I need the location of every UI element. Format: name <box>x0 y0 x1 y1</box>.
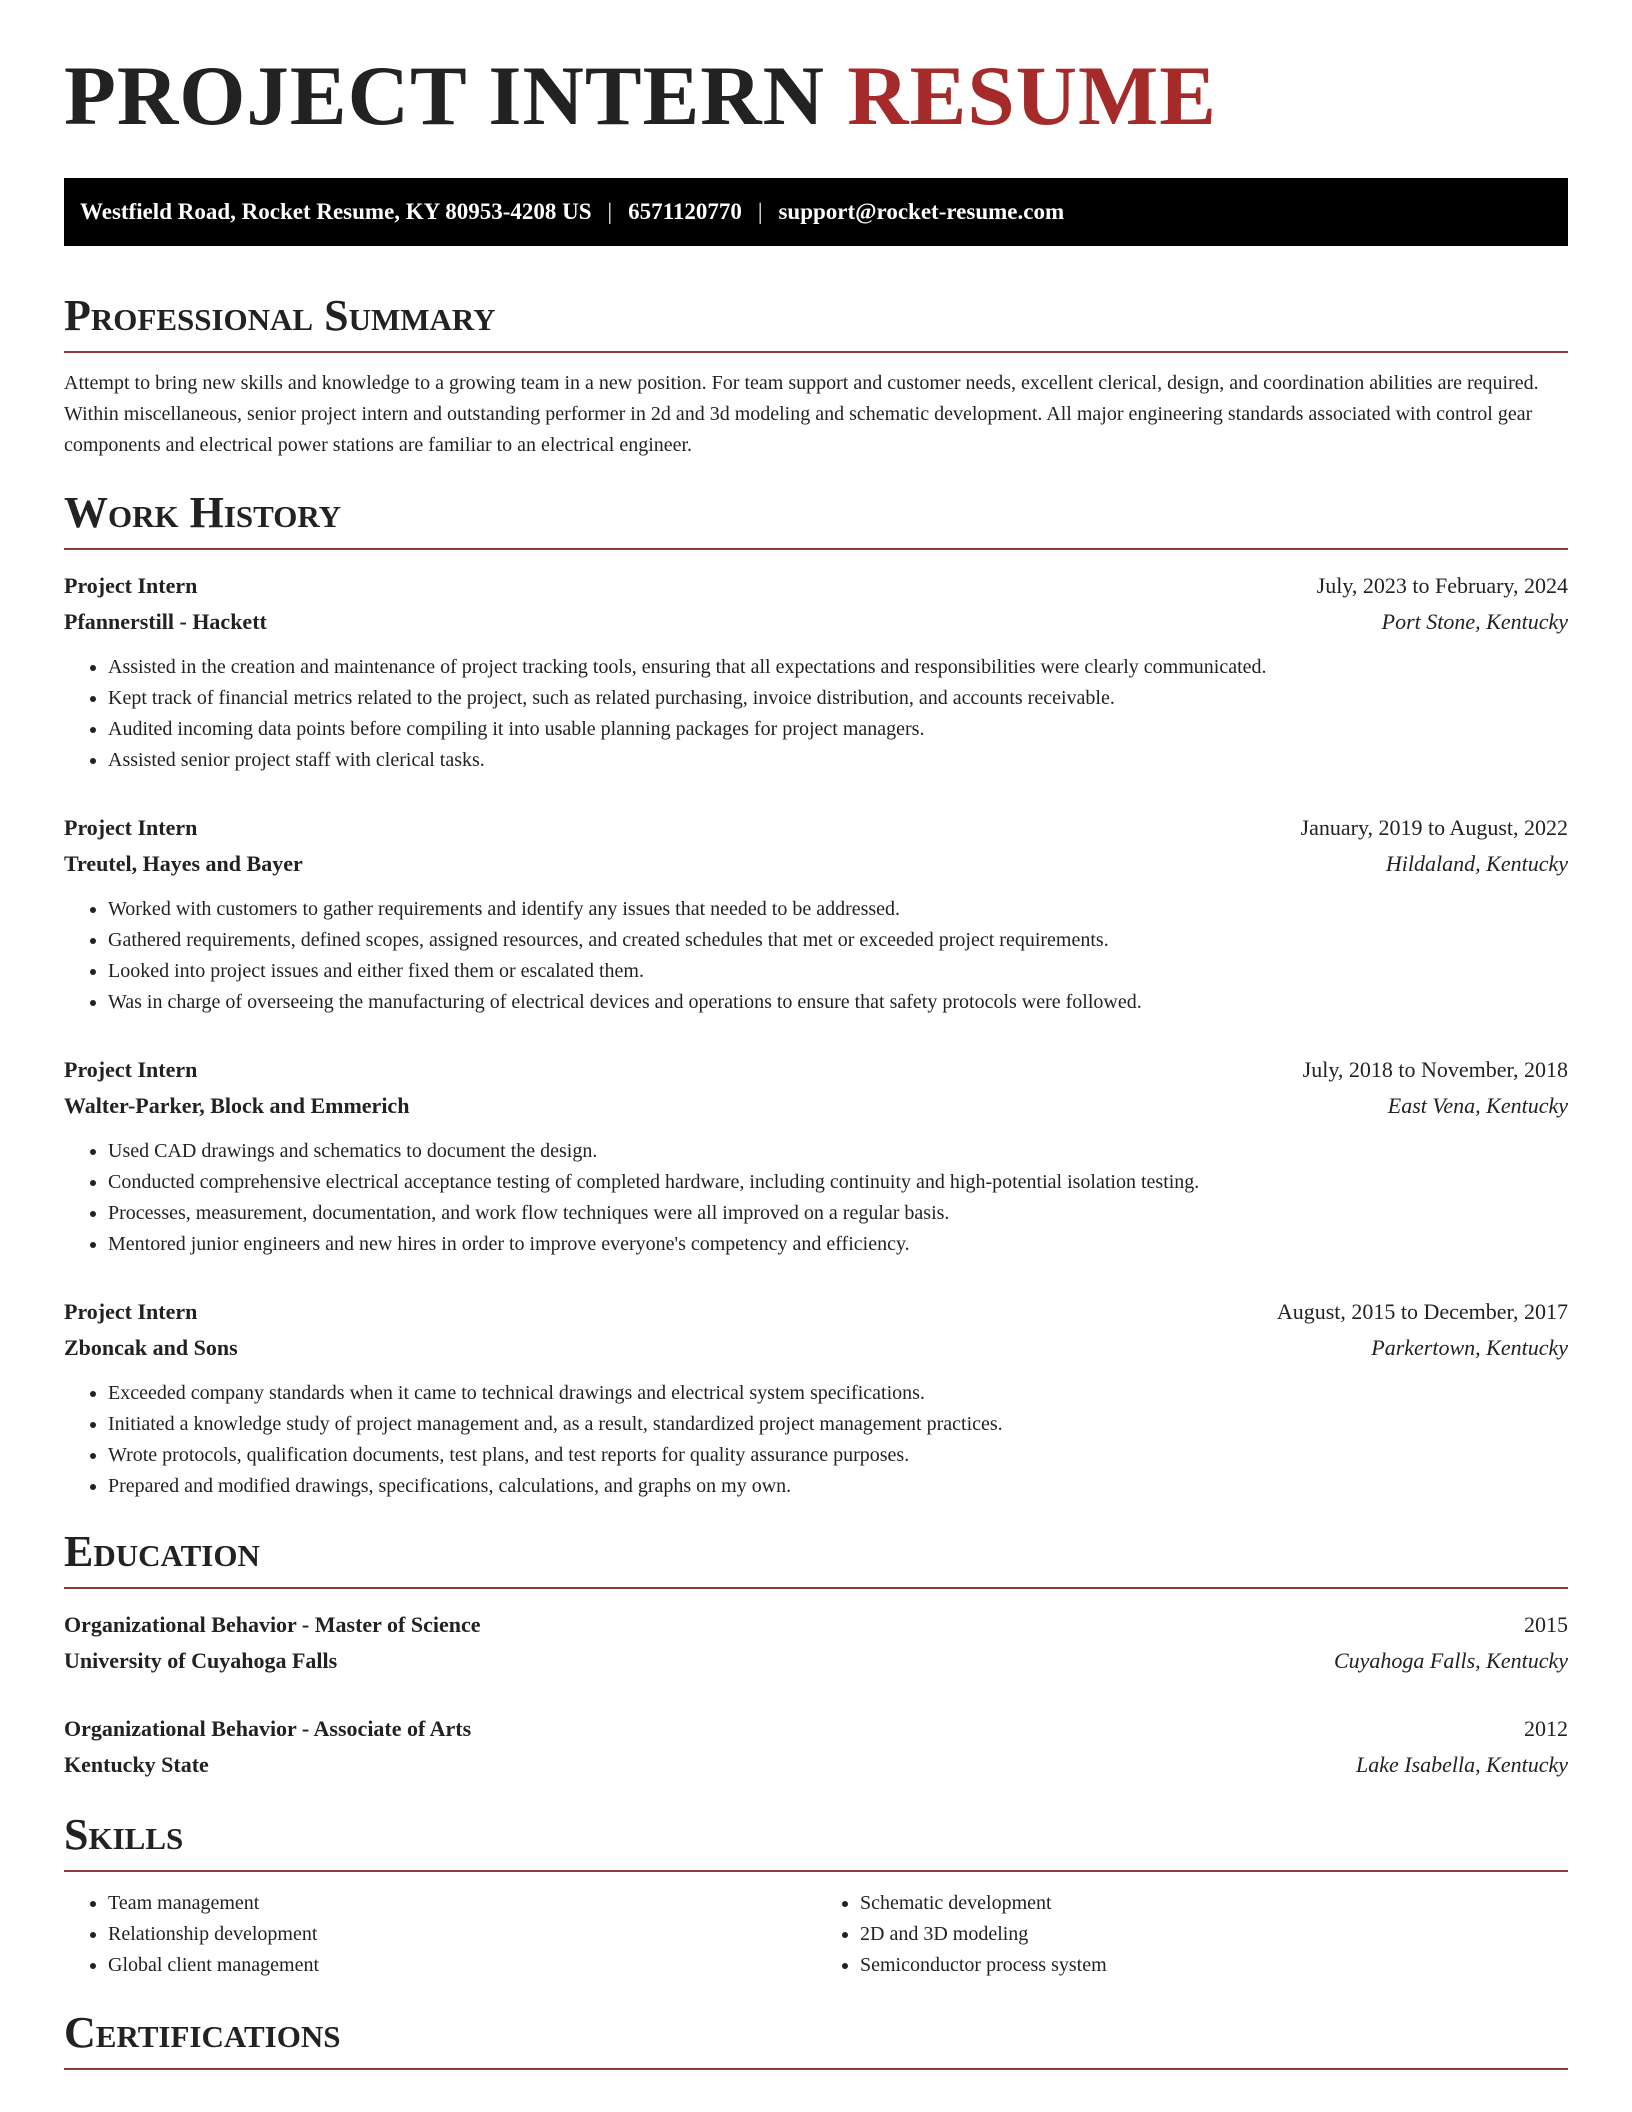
skill-item: • Schematic development <box>860 1888 1568 1919</box>
list-item: • Assisted in the creation and maintenance of project tracking tools, ensuring that all expectations and responsibilities were clearly communicated. <box>108 652 1568 683</box>
job-entry <box>64 568 1568 776</box>
section-heading: Work History <box>64 488 342 537</box>
job-location: Port Stone, Kentucky <box>1381 609 1568 634</box>
education-degree: Organizational Behavior - Associate of Arts <box>64 1716 472 1741</box>
title-accent: RESUME <box>847 49 1217 143</box>
education-row <box>64 1747 1568 1783</box>
education-year: 2015 <box>1524 1612 1568 1637</box>
job-entry <box>64 810 1568 1018</box>
skill-item: • Semiconductor process system <box>860 1950 1568 1981</box>
skills-section <box>64 1810 1568 1981</box>
job-bullets <box>64 1136 1568 1260</box>
section-heading: Skills <box>64 1810 184 1859</box>
list-item: • Wrote protocols, qualification documents, test plans, and test reports for quality assurance purposes. <box>108 1440 1568 1471</box>
certifications-section <box>64 2008 1568 2070</box>
job-row <box>64 810 1568 846</box>
contact-bar <box>64 178 1568 246</box>
job-entry <box>64 1052 1568 1260</box>
education-location: Cuyahoga Falls, Kentucky <box>1333 1648 1568 1673</box>
job-row <box>64 568 1568 604</box>
list-item: • Mentored junior engineers and new hires in order to improve everyone's competency and efficiency. <box>108 1229 1568 1260</box>
education-degree: Organizational Behavior - Master of Science <box>64 1612 481 1637</box>
section-divider <box>64 351 1568 353</box>
job-row <box>64 1052 1568 1088</box>
contact-email: support@rocket-resume.com <box>778 199 1065 224</box>
section-divider <box>64 1587 1568 1589</box>
education-entry <box>64 1607 1568 1679</box>
list-item: • Was in charge of overseeing the manufacturing of electrical devices and operations to ensure that safety protocols were followed. <box>108 987 1568 1018</box>
education-section <box>64 1527 1568 1783</box>
education-school: University of Cuyahoga Falls <box>64 1648 338 1673</box>
job-bullets <box>64 894 1568 1018</box>
job-entry <box>64 1294 1568 1502</box>
section-divider <box>64 548 1568 550</box>
list-item: • Kept track of financial metrics related to the project, such as related purchasing, invoice distribution, and accounts receivable. <box>108 683 1568 714</box>
job-location: Hildaland, Kentucky <box>1385 851 1568 876</box>
job-dates: July, 2018 to November, 2018 <box>1302 1057 1568 1082</box>
list-item: • Processes, measurement, documentation, and work flow techniques were all improved on a regular basis. <box>108 1198 1568 1229</box>
contact-separator: | <box>757 199 763 224</box>
education-school: Kentucky State <box>64 1752 209 1777</box>
job-bullets <box>64 1378 1568 1502</box>
education-row <box>64 1607 1568 1643</box>
section-divider <box>64 1870 1568 1872</box>
job-title: Project Intern <box>64 815 198 840</box>
skill-item: • Relationship development <box>108 1919 816 1950</box>
list-item: • Conducted comprehensive electrical acceptance testing of completed hardware, including continuity and high-potential isolation testing. <box>108 1167 1568 1198</box>
skill-item: • Global client management <box>108 1950 816 1981</box>
job-dates: August, 2015 to December, 2017 <box>1276 1299 1568 1324</box>
job-row <box>64 1294 1568 1330</box>
job-row <box>64 846 1568 882</box>
contact-address: Westfield Road, Rocket Resume, KY 80953-4208 US <box>80 199 592 224</box>
job-title: Project Intern <box>64 1057 198 1082</box>
job-title: Project Intern <box>64 1299 198 1324</box>
skills-grid <box>64 1888 1568 1981</box>
list-item: • Assisted senior project staff with clerical tasks. <box>108 745 1568 776</box>
education-entry <box>64 1711 1568 1783</box>
skill-item: • 2D and 3D modeling <box>860 1919 1568 1950</box>
education-year: 2012 <box>1524 1716 1568 1741</box>
job-company: Walter-Parker, Block and Emmerich <box>64 1093 410 1118</box>
list-item: • Audited incoming data points before compiling it into usable planning packages for project managers. <box>108 714 1568 745</box>
job-row <box>64 1088 1568 1124</box>
job-dates: July, 2023 to February, 2024 <box>1316 573 1568 598</box>
skill-item: • Team management <box>108 1888 816 1919</box>
resume-title <box>64 49 1568 143</box>
education-location: Lake Isabella, Kentucky <box>1356 1752 1568 1777</box>
list-item: • Gathered requirements, defined scopes, assigned resources, and created schedules that met or exceeded project requirements. <box>108 925 1568 956</box>
education-row <box>64 1643 1568 1679</box>
list-item: • Used CAD drawings and schematics to document the design. <box>108 1136 1568 1167</box>
title-main: PROJECT INTERN <box>64 49 826 143</box>
job-location: Parkertown, Kentucky <box>1371 1335 1568 1360</box>
section-heading: Certifications <box>64 2008 341 2057</box>
contact-phone: 6571120770 <box>628 199 742 224</box>
section-divider <box>64 2068 1568 2070</box>
education-row <box>64 1711 1568 1747</box>
section-heading: Professional Summary <box>64 291 496 340</box>
work-history-section <box>64 488 1568 1502</box>
job-row <box>64 604 1568 640</box>
list-item: • Looked into project issues and either fixed them or escalated them. <box>108 956 1568 987</box>
job-company: Zboncak and Sons <box>64 1335 238 1360</box>
list-item: • Prepared and modified drawings, specifications, calculations, and graphs on my own. <box>108 1471 1568 1502</box>
job-company: Treutel, Hayes and Bayer <box>64 851 303 876</box>
skills-column-right <box>816 1888 1568 1981</box>
job-company: Pfannerstill - Hackett <box>64 609 267 634</box>
list-item: • Worked with customers to gather requirements and identify any issues that needed to be addressed. <box>108 894 1568 925</box>
job-dates: January, 2019 to August, 2022 <box>1300 815 1568 840</box>
skills-column-left <box>64 1888 816 1981</box>
job-row <box>64 1330 1568 1366</box>
contact-separator: | <box>607 199 613 224</box>
job-title: Project Intern <box>64 573 198 598</box>
summary-section <box>64 291 1568 461</box>
summary-text: Attempt to bring new skills and knowledge to a growing team in a new position. For team support and customer needs, excellent clerical, design, and coordination abilities are required. Within miscellaneous, senior project intern and outstanding performer in 2d and 3d modeling and schematic development. All major engineering standards associated with control gear components and electrical power stations are familiar to an electrical engineer. <box>64 372 1539 456</box>
list-item: • Initiated a knowledge study of project management and, as a result, standardized project management practices. <box>108 1409 1568 1440</box>
section-heading: Education <box>64 1527 260 1576</box>
job-location: East Vena, Kentucky <box>1387 1093 1568 1118</box>
job-bullets <box>64 652 1568 776</box>
list-item: • Exceeded company standards when it came to technical drawings and electrical system specifications. <box>108 1378 1568 1409</box>
